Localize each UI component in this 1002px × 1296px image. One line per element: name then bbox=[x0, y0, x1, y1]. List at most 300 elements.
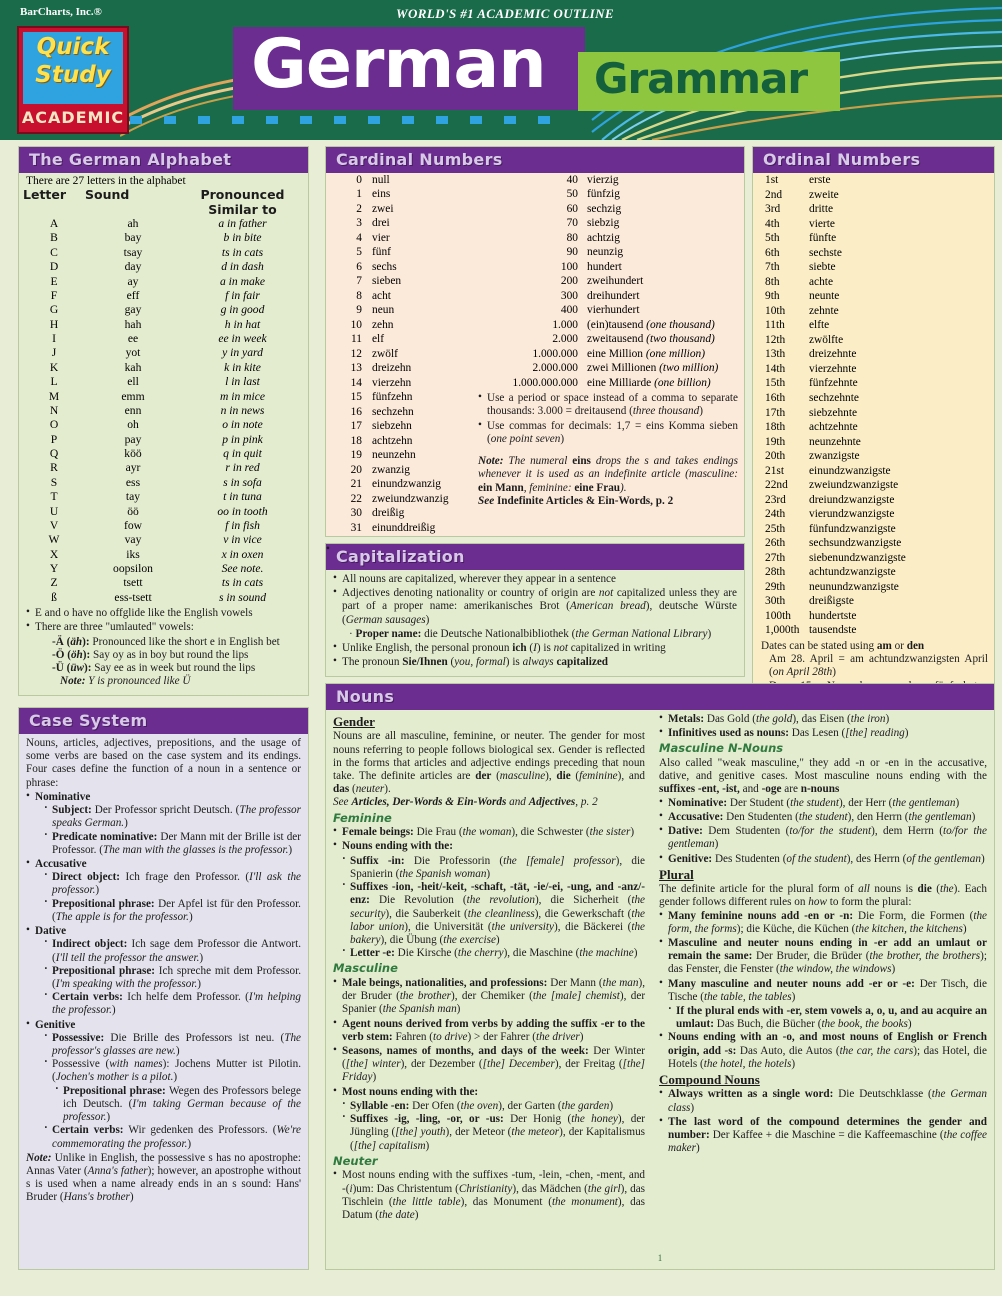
title-sub-block bbox=[578, 52, 840, 111]
cardinal-see-reference[interactable]: See Indefinite Articles & Ein-Words, p. 2 bbox=[478, 494, 674, 507]
alphabet-row bbox=[19, 490, 308, 504]
cardinal-value: 2.000.000 bbox=[532, 362, 578, 375]
cardinal-word: dreizehn bbox=[372, 362, 412, 375]
gender-reference[interactable]: See Articles, Der-Words & Ein-Words and Adjectives, p. 2 bbox=[333, 796, 598, 809]
ordinal-word: sechzehnte bbox=[809, 391, 859, 404]
case-example: · Predicate nominative: Der Mann mit der Brille ist der Professor. (The man with the glasses is the professor.) bbox=[44, 831, 301, 857]
alphabet-row bbox=[19, 390, 308, 404]
alphabet-letter: C bbox=[50, 245, 58, 259]
cardinal-value: 14 bbox=[350, 376, 362, 389]
cardinal-value: 400 bbox=[560, 304, 578, 317]
cardinal-value: 1.000.000.000 bbox=[512, 376, 578, 389]
ordinal-value: 3rd bbox=[765, 203, 781, 216]
ordinal-value: 7th bbox=[765, 261, 780, 274]
cardinal-word: elf bbox=[372, 333, 385, 346]
n-nouns-intro: Also called "weak masculine," they add -n or -en in the accusative, dative, and genitive cases. Most masculine nouns ending with the suffixes -ent, -ist, and -oge are n-nouns bbox=[659, 757, 987, 796]
neuter-rule: • Metals: Das Gold (the gold), das Eisen (the iron) bbox=[659, 713, 987, 726]
cardinal-note bbox=[478, 447, 744, 508]
ordinal-word: zwölfte bbox=[809, 333, 844, 346]
alphabet-pronunciation: b in bite bbox=[223, 231, 262, 245]
alphabet-sound: ell bbox=[127, 375, 139, 389]
cardinal-bullet: • Use commas for decimals: 1,7 = eins Komma sieben (one point seven) bbox=[478, 420, 738, 446]
alphabet-letter: K bbox=[49, 360, 59, 374]
alphabet-row bbox=[19, 260, 308, 274]
alphabet-table-body bbox=[19, 217, 308, 605]
ordinal-row bbox=[753, 493, 994, 508]
alphabet-letter: D bbox=[49, 260, 59, 274]
alphabet-sound: eff bbox=[126, 288, 140, 302]
masculine-rule: • Seasons, names of months, and days of the week: Der Winter ([the] winter), der Dezember ([the] December), der Freitag ([the] Friday) bbox=[333, 1045, 645, 1085]
plural-rule: • Many masculine and neuter nouns add -er or -e: Der Tisch, die Tische (the table, the tables) bbox=[659, 978, 987, 1004]
ordinal-word: neunundzwanzigste bbox=[809, 580, 899, 593]
alphabet-letter: M bbox=[48, 389, 60, 403]
cardinal-word: einundzwanzig bbox=[372, 478, 441, 491]
alphabet-row bbox=[19, 332, 308, 346]
col-letter: Letter bbox=[23, 187, 67, 202]
compound-heading: Compound Nouns bbox=[659, 1072, 760, 1088]
ordinal-value: 9th bbox=[765, 290, 780, 303]
cardinal-value: 60 bbox=[566, 202, 578, 215]
ordinal-value: 5th bbox=[765, 232, 780, 245]
plural-sub-rule: · If the plural ends with -er, stem vowels a, o, u, and au acquire an umlaut: Das Buch, die Bücher (the book, the books) bbox=[668, 1005, 987, 1031]
case-item bbox=[26, 791, 301, 857]
alphabet-pronunciation: ee in week bbox=[218, 332, 267, 345]
alphabet-letter: A bbox=[49, 217, 59, 230]
cardinal-row bbox=[334, 187, 474, 201]
case-system-note: Note: Unlike in English, the possessive s has no apostrophe: Annas Vater (Anna's father); however, an apostrophe without s is used when a name already ends in an s sound: Hans' Bruder (Hans's brother) bbox=[26, 1151, 302, 1204]
ordinal-word: siebzehnte bbox=[809, 406, 858, 419]
ordinal-value: 11th bbox=[765, 319, 785, 332]
ordinal-word: tausendste bbox=[809, 624, 857, 637]
cardinal-value: 5 bbox=[356, 246, 362, 259]
umlaut-note: -Ä (äh): Pronounced like the short e in English bet bbox=[52, 635, 280, 648]
cardinal-word: sechzig bbox=[587, 202, 622, 215]
section-case-system bbox=[18, 707, 309, 1270]
cardinal-row bbox=[334, 347, 474, 361]
masculine-rule: • Most nouns ending with the: bbox=[333, 1086, 645, 1099]
ordinal-value: 6th bbox=[765, 246, 780, 259]
alphabet-sound: tsay bbox=[123, 245, 143, 259]
cardinal-value: 40 bbox=[566, 174, 578, 186]
alphabet-row bbox=[19, 505, 308, 519]
section-german-alphabet bbox=[18, 146, 309, 696]
alphabet-notes bbox=[19, 605, 308, 693]
cardinal-word: neunzehn bbox=[372, 449, 416, 462]
nouns-section-title: Nouns bbox=[326, 684, 994, 710]
alphabet-pronunciation: k in kite bbox=[224, 360, 261, 374]
ordinal-value: 1,000th bbox=[765, 624, 800, 637]
cardinal-row bbox=[478, 260, 744, 274]
capitalization-bullet: • All nouns are capitalized, wherever they appear in a sentence bbox=[333, 573, 737, 586]
cardinal-row bbox=[478, 347, 744, 361]
capitalization-section-title: Capitalization bbox=[326, 544, 744, 570]
capitalization-proper-name: • · Proper name: die Deutsche Nationalbibliothek (the German National Library) bbox=[333, 628, 737, 641]
ordinal-word: sechste bbox=[809, 246, 842, 259]
ordinal-row bbox=[753, 376, 994, 391]
masculine-rule: • Agent nouns derived from verbs by adding the suffix -er to the verb stem: Fahren (to drive) > der Fahrer (the driver) bbox=[333, 1018, 645, 1044]
cardinal-word: neunzig bbox=[587, 246, 624, 259]
cardinal-word: drei bbox=[372, 217, 390, 230]
cardinal-row bbox=[478, 376, 744, 390]
page-header bbox=[0, 0, 1002, 140]
ordinal-value: 10th bbox=[765, 304, 786, 317]
ordinal-value: 22nd bbox=[765, 479, 788, 492]
alphabet-sound: pay bbox=[124, 432, 142, 446]
alphabet-row bbox=[19, 246, 308, 260]
cardinal-word: fünfzig bbox=[587, 188, 620, 201]
cardinal-value: 13 bbox=[350, 362, 362, 375]
alphabet-letter: V bbox=[49, 518, 59, 532]
cardinal-row bbox=[334, 376, 474, 390]
cardinal-value: 8 bbox=[356, 289, 362, 302]
ordinal-word: hundertste bbox=[809, 609, 857, 622]
alphabet-pronunciation: h in hat bbox=[224, 317, 261, 331]
alphabet-letter: Y bbox=[49, 562, 59, 575]
capitalization-bullet: • Unlike English, the personal pronoun ich (I) is not capitalized in writing bbox=[333, 642, 737, 655]
cardinal-columns bbox=[326, 173, 744, 535]
cardinal-word: zweihundert bbox=[587, 275, 644, 288]
alphabet-pronunciation: f in fair bbox=[225, 288, 260, 302]
dot-divider bbox=[130, 116, 560, 124]
nouns-left-column bbox=[326, 710, 652, 1228]
cardinal-word: eine Milliarde (one billion) bbox=[587, 376, 711, 389]
alphabet-sound: kah bbox=[124, 360, 142, 374]
cardinal-value: 7 bbox=[356, 275, 362, 288]
alphabet-pronunciation: o in note bbox=[222, 418, 263, 432]
cardinal-value: 1.000 bbox=[552, 318, 578, 331]
ordinal-value: 23rd bbox=[765, 493, 786, 506]
cardinal-row bbox=[334, 245, 474, 259]
cardinal-row bbox=[478, 289, 744, 303]
alphabet-letter: G bbox=[49, 303, 59, 317]
gender-intro: Nouns are all masculine, feminine, or neuter. The gender for most nouns referring to people follows biological sex. Gender is reflected in the forms that articles and adjective endings preceding that noun take. The definite articles are der (masculine), die (feminine), and das (neuter). bbox=[333, 730, 646, 796]
cardinal-value: 100 bbox=[560, 260, 578, 273]
case-example: · Direct object: Ich frage den Professor. (I'll ask the professor.) bbox=[44, 871, 301, 897]
ordinal-value: 12th bbox=[765, 333, 786, 346]
case-item bbox=[26, 925, 301, 1018]
plural-heading: Plural bbox=[659, 866, 694, 882]
ordinal-value: 21st bbox=[765, 464, 784, 477]
ordinal-value: 13th bbox=[765, 348, 786, 361]
cardinal-value: 1 bbox=[356, 188, 362, 201]
case-example: · Subject: Der Professor spricht Deutsch. (The professor speaks German.) bbox=[44, 804, 301, 830]
ordinal-row bbox=[753, 289, 994, 304]
alphabet-row bbox=[19, 476, 308, 490]
alphabet-sound: enn bbox=[124, 403, 142, 417]
cardinal-row bbox=[334, 361, 474, 375]
alphabet-table-header bbox=[19, 187, 308, 217]
cardinal-word: siebzehn bbox=[372, 420, 412, 433]
case-name: Dative bbox=[35, 925, 67, 938]
cardinal-row bbox=[334, 216, 474, 230]
ordinal-row bbox=[753, 217, 994, 232]
cardinal-row bbox=[334, 463, 474, 477]
alphabet-letter: X bbox=[49, 547, 59, 561]
alphabet-letter: N bbox=[49, 403, 59, 417]
alphabet-letter: E bbox=[50, 274, 58, 288]
ordinal-word: fünfundzwanzigste bbox=[809, 522, 896, 535]
alphabet-row bbox=[19, 275, 308, 289]
alphabet-pronunciation: g in good bbox=[220, 303, 265, 317]
ordinal-row bbox=[753, 478, 994, 493]
alphabet-pronunciation: r in red bbox=[225, 461, 260, 475]
cardinal-row bbox=[334, 506, 474, 520]
cardinal-word: sieben bbox=[372, 275, 402, 288]
alphabet-letter: Q bbox=[49, 447, 59, 460]
alphabet-letter: F bbox=[50, 288, 58, 302]
ordinal-word: siebenundzwanzigste bbox=[809, 551, 906, 564]
ordinal-value: 4th bbox=[765, 217, 780, 230]
cardinal-note-text: The numeral eins drops the s and takes endings whenever it is used as an indefinite article (masculine: ein Mann, feminine: eine Frau). bbox=[478, 455, 738, 494]
feminine-sub-rule: · Suffixes -ion, -heit/-keit, -schaft, -tät, -ie/-ei, -ung, and -anz/-enz: Die Revolution (the revolution), die Sicherheit (the security), die Sauberkeit (the cleanliness), die Gewerkschaft (the labor union), die Universität (the university), die Bäckerei (the bakery), die Übung (the exercise) bbox=[342, 881, 645, 947]
alphabet-row bbox=[19, 361, 308, 375]
ordinal-row bbox=[753, 173, 994, 188]
case-example: · Possessive (with names): Jochens Mutter ist Pilotin. (Jochen's mother is a pilot.) bbox=[44, 1058, 301, 1084]
ordinal-value: 20th bbox=[765, 450, 786, 463]
ordinal-row bbox=[753, 406, 994, 421]
cardinal-value: 2.000 bbox=[552, 333, 578, 346]
cardinal-row bbox=[478, 173, 744, 187]
alphabet-pronunciation: ts in cats bbox=[221, 245, 264, 259]
alphabet-row bbox=[19, 289, 308, 303]
ordinal-value: 1st bbox=[765, 174, 779, 186]
gender-heading: Gender bbox=[333, 714, 375, 729]
ordinal-word: einundzwanzigste bbox=[809, 464, 891, 477]
alphabet-y-note: Note: Y is pronounced like Ü bbox=[60, 675, 191, 688]
case-example: · Possessive: Die Brille des Professors ist neu. (The professor's glasses are new.) bbox=[44, 1032, 301, 1058]
alphabet-pronunciation: s in sound bbox=[218, 590, 267, 604]
alphabet-row bbox=[19, 418, 308, 432]
cardinal-value: 0 bbox=[356, 174, 362, 186]
neuter-heading: Neuter bbox=[333, 1153, 378, 1168]
col-pronounced: Pronounced Similar to bbox=[200, 187, 285, 217]
ordinal-row bbox=[753, 246, 994, 261]
ordinal-row bbox=[753, 275, 994, 290]
cardinal-row bbox=[334, 477, 474, 491]
cardinal-value: 2 bbox=[356, 202, 362, 215]
capitalization-body bbox=[326, 570, 744, 676]
alphabet-sound: ee bbox=[127, 332, 139, 345]
plural-intro: The definite article for the plural form of all nouns is die (the). Each gender follows different rules on how to form the plural: bbox=[659, 883, 987, 909]
ordinal-row bbox=[753, 304, 994, 319]
cardinal-word: zwei bbox=[372, 202, 394, 215]
alphabet-pronunciation: f in fish bbox=[225, 518, 260, 532]
cardinal-word: vier bbox=[372, 231, 390, 244]
alphabet-pronunciation: a in father bbox=[218, 217, 267, 230]
feminine-sub-rule: · Suffix -in: Die Professorin (the [female] professor), die Spanierin (the Spanish woman) bbox=[342, 855, 645, 881]
alphabet-intro: There are 27 letters in the alphabet bbox=[26, 175, 186, 187]
section-nouns bbox=[325, 683, 995, 1270]
ordinal-word: dreizehnte bbox=[809, 348, 857, 361]
cardinal-value: 10 bbox=[350, 318, 362, 331]
cardinal-word: einunddreißig bbox=[372, 521, 436, 534]
cardinal-word: vierzig bbox=[587, 174, 619, 186]
ordinal-word: vierzehnte bbox=[809, 362, 857, 375]
alphabet-sound: oopsilon bbox=[113, 562, 153, 575]
alphabet-sound: hah bbox=[124, 317, 142, 331]
cardinal-row bbox=[334, 318, 474, 332]
n-noun-case: • Dative: Dem Studenten (to/for the student), dem Herrn (to/for the gentleman) bbox=[659, 825, 987, 851]
cardinal-value: 9 bbox=[356, 304, 362, 317]
ordinal-word: dreißigste bbox=[809, 595, 854, 608]
cardinal-row bbox=[334, 419, 474, 433]
ordinal-value: 17th bbox=[765, 406, 786, 419]
ordinal-row bbox=[753, 391, 994, 406]
cardinal-word: acht bbox=[372, 289, 391, 302]
cardinal-row bbox=[478, 318, 744, 332]
ordinal-word: zweiundzwanzigste bbox=[809, 479, 899, 492]
alphabet-sound: day bbox=[124, 260, 142, 274]
page-subtitle: Grammar bbox=[594, 54, 808, 103]
cardinal-value: 19 bbox=[350, 449, 362, 462]
cardinal-value: 3 bbox=[356, 217, 362, 230]
compound-rule: • Always written as a single word: Die Deutschklasse (the German class) bbox=[659, 1088, 987, 1114]
alphabet-sound: fow bbox=[123, 518, 143, 532]
cardinal-row bbox=[334, 173, 474, 187]
alphabet-row bbox=[19, 433, 308, 447]
case-example: · Certain verbs: Wir gedenken des Professors. (We're commemorating the professor.) bbox=[44, 1124, 301, 1150]
ordinal-row bbox=[753, 580, 994, 595]
alphabet-row bbox=[19, 217, 308, 231]
cardinal-word: zwölf bbox=[372, 347, 398, 360]
ordinal-row bbox=[753, 551, 994, 566]
case-name: Genitive bbox=[35, 1018, 76, 1031]
cardinal-row bbox=[334, 289, 474, 303]
umlaut-note: -Ö (öh): Say oy as in boy but round the lips bbox=[52, 648, 249, 661]
alphabet-row bbox=[19, 375, 308, 389]
cardinal-word: zweitausend (two thousand) bbox=[587, 333, 715, 346]
ordinal-value: 25th bbox=[765, 522, 786, 535]
ordinal-row bbox=[753, 623, 994, 638]
ordinal-section-title: Ordinal Numbers bbox=[753, 147, 994, 173]
cardinal-value: 80 bbox=[566, 231, 578, 244]
ordinal-word: dritte bbox=[809, 203, 834, 216]
ordinal-row bbox=[753, 536, 994, 551]
cardinal-row bbox=[334, 448, 474, 462]
quickstudy-logo bbox=[17, 26, 129, 134]
alphabet-row bbox=[19, 461, 308, 475]
n-noun-case: • Nominative: Der Student (the student), der Herr (the gentleman) bbox=[659, 797, 987, 810]
ordinal-word: vierundzwanzigste bbox=[809, 508, 895, 521]
cardinal-value: 6 bbox=[356, 260, 362, 273]
ordinal-row bbox=[753, 449, 994, 464]
alphabet-letter: T bbox=[50, 490, 58, 504]
ordinal-word: achte bbox=[809, 275, 834, 288]
alphabet-row bbox=[19, 519, 308, 533]
ordinal-row bbox=[753, 362, 994, 377]
cardinal-row bbox=[478, 216, 744, 230]
alphabet-section-title: The German Alphabet bbox=[19, 147, 308, 173]
cardinal-value: 22 bbox=[350, 492, 362, 505]
col-sound: Sound bbox=[85, 187, 130, 202]
cardinal-word: zwei Millionen (two million) bbox=[587, 362, 719, 375]
logo-study-text: Study bbox=[35, 62, 111, 88]
case-name: Nominative bbox=[35, 790, 91, 803]
neuter-rule: • Most nouns ending with the suffixes -tum, -lein, -chen, -ment, and -(i)um: Das Christentum (Christianity), das Mädchen (the girl), das Tischlein (the little table), das Monument (the monument), das Datum (the date) bbox=[333, 1169, 645, 1222]
plural-rule: • Nouns ending with an -o, and most nouns of English or French origin, add -s: Das Auto, die Autos (the car, the cars); das Hotel, die Hotels (the hotel, the hotels) bbox=[659, 1031, 987, 1071]
cardinal-row bbox=[478, 361, 744, 375]
cardinal-word: dreihundert bbox=[587, 289, 640, 302]
ordinal-row bbox=[753, 231, 994, 246]
alphabet-sound: ay bbox=[127, 274, 139, 288]
cardinal-word: hundert bbox=[587, 260, 622, 273]
cardinal-row bbox=[478, 303, 744, 317]
alphabet-sound: ess bbox=[125, 475, 141, 489]
ordinal-word: neunzehnte bbox=[809, 435, 861, 448]
alphabet-pronunciation: See note. bbox=[221, 562, 264, 575]
alphabet-letter: R bbox=[50, 461, 58, 475]
case-item bbox=[26, 858, 301, 924]
cardinal-value: 11 bbox=[351, 333, 362, 346]
cardinal-word: fünfzehn bbox=[372, 391, 413, 404]
ordinal-value: 14th bbox=[765, 362, 786, 375]
ordinal-dates-intro: Dates can be stated using am or den bbox=[761, 640, 925, 652]
ordinal-word: dreiundzwanzigste bbox=[809, 493, 895, 506]
alphabet-sound: vay bbox=[124, 533, 142, 547]
page-number: 1 bbox=[657, 1253, 663, 1263]
alphabet-sound: tay bbox=[125, 490, 141, 504]
cardinal-word: eins bbox=[372, 188, 391, 201]
ordinal-value: 16th bbox=[765, 391, 786, 404]
cardinal-row bbox=[478, 245, 744, 259]
ordinal-word: zwanzigste bbox=[809, 450, 860, 463]
cardinal-value: 30 bbox=[350, 507, 362, 520]
cardinal-note-label: Note: bbox=[478, 455, 504, 468]
cardinal-row bbox=[478, 231, 744, 245]
alphabet-letter: W bbox=[48, 533, 60, 547]
cardinal-value: 15 bbox=[350, 391, 362, 404]
case-system-section-title: Case System bbox=[19, 708, 308, 734]
alphabet-pronunciation: n in news bbox=[220, 403, 265, 417]
logo-blue-field bbox=[23, 32, 123, 104]
case-sub-example: · Prepositional phrase: Wegen des Professors belege ich Deutsch. (I'm taking German because of the professor.) bbox=[55, 1085, 301, 1125]
ordinal-row bbox=[753, 507, 994, 522]
alphabet-letter: J bbox=[51, 346, 57, 360]
ordinal-word: fünfte bbox=[809, 232, 837, 245]
n-nouns-heading: Masculine N-Nouns bbox=[659, 741, 784, 756]
cardinal-row bbox=[478, 274, 744, 288]
alphabet-pronunciation: oo in tooth bbox=[217, 504, 268, 518]
cardinal-word: fünf bbox=[372, 246, 391, 259]
ordinal-word: zehnte bbox=[809, 304, 839, 317]
ordinal-word: erste bbox=[809, 174, 831, 186]
alphabet-sound: yot bbox=[125, 346, 141, 360]
ordinal-value: 15th bbox=[765, 377, 786, 390]
ordinal-value: 19th bbox=[765, 435, 786, 448]
cardinal-row bbox=[334, 231, 474, 245]
ordinal-word: elfte bbox=[809, 319, 830, 332]
alphabet-pronunciation: v in vice bbox=[223, 533, 262, 547]
alphabet-row bbox=[19, 548, 308, 562]
alphabet-sound: gay bbox=[124, 303, 142, 317]
ordinal-value: 28th bbox=[765, 566, 786, 579]
alphabet-letter: Z bbox=[50, 576, 58, 590]
logo-quick-text: Quick bbox=[36, 34, 110, 60]
cardinal-word: vierzehn bbox=[372, 376, 412, 389]
feminine-rule: • Female beings: Die Frau (the woman), die Schwester (the sister) bbox=[333, 826, 645, 839]
cardinal-row bbox=[334, 492, 474, 506]
compound-rule: • The last word of the compound determines the gender and number: Der Kaffee + die Maschine = die Kaffeemaschine (the coffee maker) bbox=[659, 1116, 987, 1156]
alphabet-letter: L bbox=[50, 375, 58, 389]
cardinal-row bbox=[334, 260, 474, 274]
cardinal-row bbox=[334, 202, 474, 216]
neuter-rule: • Infinitives used as nouns: Das Lesen ([the] reading) bbox=[659, 727, 987, 740]
nouns-right-column bbox=[652, 710, 994, 1228]
ordinal-word: vierte bbox=[809, 217, 835, 230]
cardinal-word: sechzehn bbox=[372, 405, 414, 418]
case-name: Accusative bbox=[35, 857, 87, 870]
alphabet-sound: ess-tsett bbox=[114, 590, 152, 604]
